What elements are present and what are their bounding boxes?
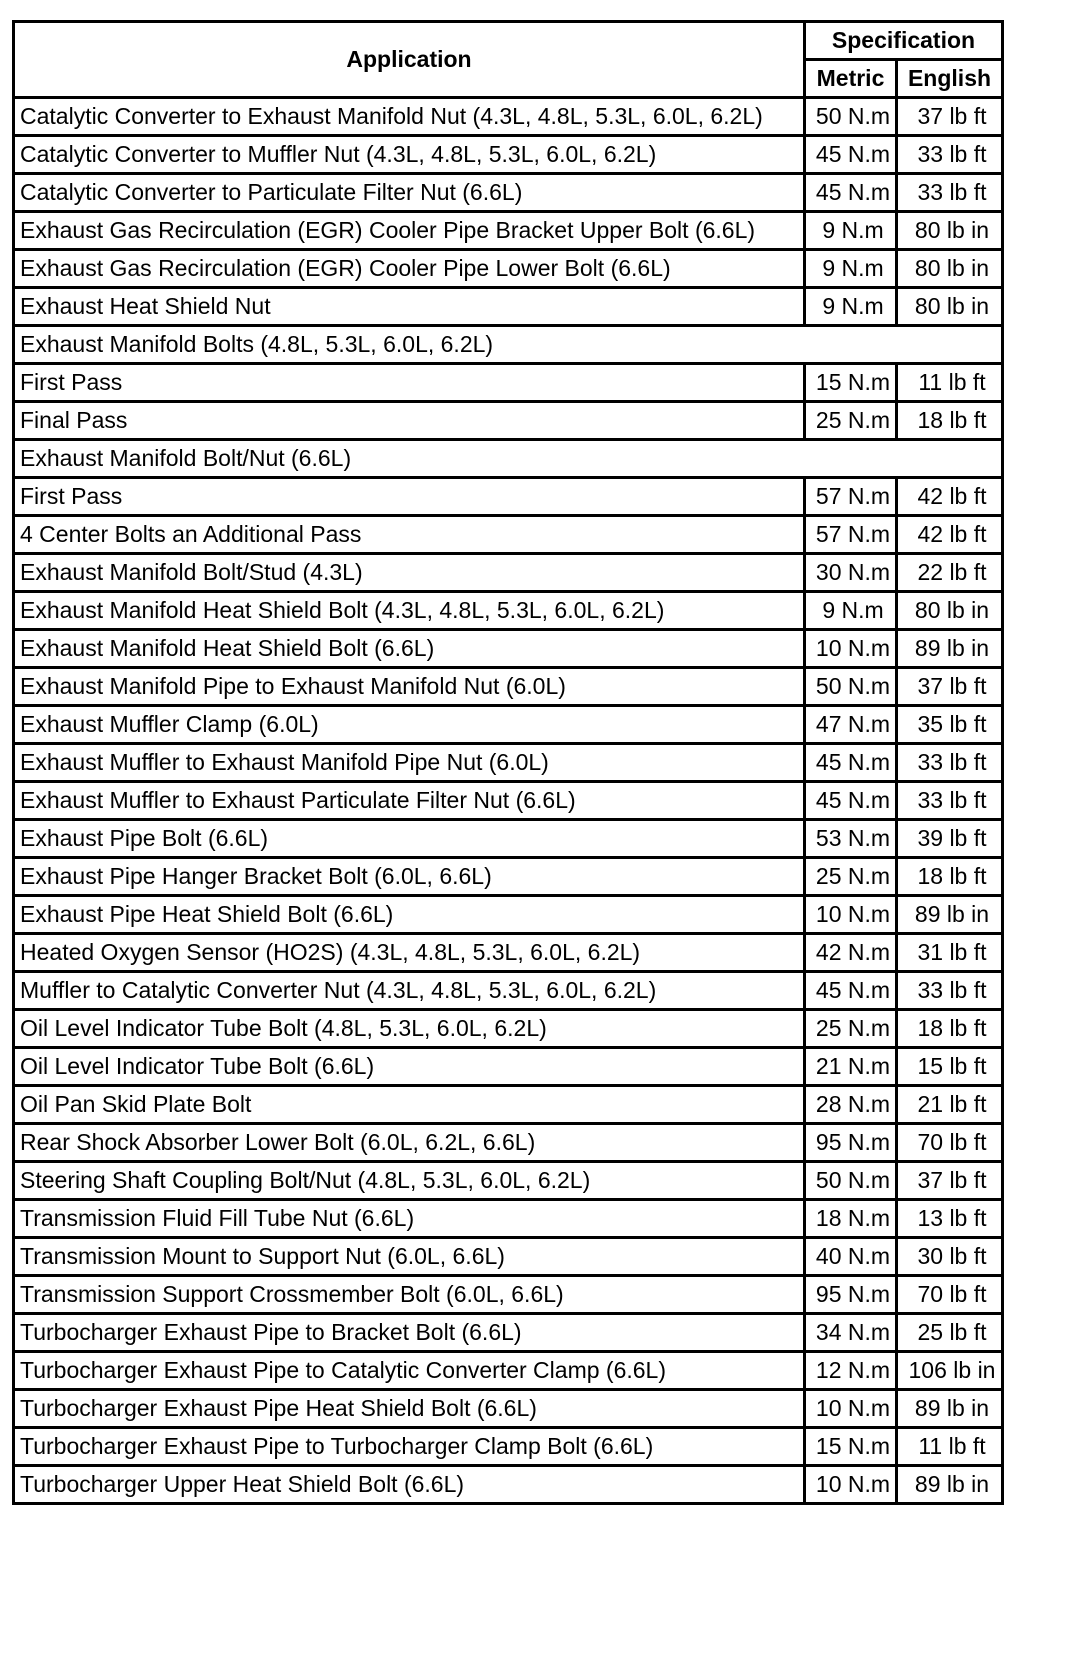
specification-header: Specification <box>805 22 1003 60</box>
metric-cell: 9 N.m <box>805 592 897 630</box>
table-row <box>14 478 1003 516</box>
english-cell: 39 lb ft <box>897 820 1003 858</box>
metric-cell: 30 N.m <box>805 554 897 592</box>
application-cell: Oil Level Indicator Tube Bolt (4.8L, 5.3L, 6.0L, 6.2L) <box>14 1010 805 1048</box>
metric-cell: 10 N.m <box>805 630 897 668</box>
english-cell: 18 lb ft <box>897 402 1003 440</box>
english-cell: 15 lb ft <box>897 1048 1003 1086</box>
table-row <box>14 782 1003 820</box>
english-cell: 70 lb ft <box>897 1276 1003 1314</box>
sub-application-cell: First Pass <box>14 478 805 516</box>
table-group-row <box>14 326 1003 364</box>
table-row <box>14 1390 1003 1428</box>
application-cell: Heated Oxygen Sensor (HO2S) (4.3L, 4.8L, 5.3L, 6.0L, 6.2L) <box>14 934 805 972</box>
table-row <box>14 668 1003 706</box>
english-cell: 89 lb in <box>897 1390 1003 1428</box>
metric-cell: 50 N.m <box>805 98 897 136</box>
metric-cell: 15 N.m <box>805 1428 897 1466</box>
application-cell: Exhaust Pipe Hanger Bracket Bolt (6.0L, 6.6L) <box>14 858 805 896</box>
english-cell: 37 lb ft <box>897 1162 1003 1200</box>
english-cell: 13 lb ft <box>897 1200 1003 1238</box>
application-cell: Turbocharger Exhaust Pipe to Catalytic Converter Clamp (6.6L) <box>14 1352 805 1390</box>
metric-cell: 10 N.m <box>805 1466 897 1504</box>
english-cell: 33 lb ft <box>897 136 1003 174</box>
english-cell: 18 lb ft <box>897 1010 1003 1048</box>
english-cell: 70 lb ft <box>897 1124 1003 1162</box>
table-row <box>14 250 1003 288</box>
metric-cell: 25 N.m <box>805 402 897 440</box>
application-cell: Exhaust Manifold Heat Shield Bolt (4.3L, 4.8L, 5.3L, 6.0L, 6.2L) <box>14 592 805 630</box>
english-cell: 37 lb ft <box>897 98 1003 136</box>
torque-spec-table <box>12 20 1004 1505</box>
metric-cell: 45 N.m <box>805 744 897 782</box>
metric-cell: 53 N.m <box>805 820 897 858</box>
table-row <box>14 592 1003 630</box>
metric-cell: 18 N.m <box>805 1200 897 1238</box>
english-cell: 22 lb ft <box>897 554 1003 592</box>
application-cell: Catalytic Converter to Exhaust Manifold Nut (4.3L, 4.8L, 5.3L, 6.0L, 6.2L) <box>14 98 805 136</box>
application-cell: Rear Shock Absorber Lower Bolt (6.0L, 6.2L, 6.6L) <box>14 1124 805 1162</box>
table-header <box>14 22 1003 98</box>
table-row <box>14 402 1003 440</box>
application-cell: Transmission Support Crossmember Bolt (6.0L, 6.6L) <box>14 1276 805 1314</box>
table-row <box>14 1466 1003 1504</box>
application-cell: Turbocharger Exhaust Pipe to Turbocharger Clamp Bolt (6.6L) <box>14 1428 805 1466</box>
english-cell: 35 lb ft <box>897 706 1003 744</box>
application-cell: Exhaust Manifold Bolt/Nut (6.6L) <box>14 440 1003 478</box>
english-cell: 11 lb ft <box>897 364 1003 402</box>
english-cell: 21 lb ft <box>897 1086 1003 1124</box>
metric-cell: 9 N.m <box>805 250 897 288</box>
english-cell: 106 lb in <box>897 1352 1003 1390</box>
table-row <box>14 1010 1003 1048</box>
metric-cell: 10 N.m <box>805 1390 897 1428</box>
table-row <box>14 364 1003 402</box>
table-row <box>14 1352 1003 1390</box>
metric-cell: 45 N.m <box>805 174 897 212</box>
metric-cell: 57 N.m <box>805 516 897 554</box>
metric-cell: 50 N.m <box>805 1162 897 1200</box>
table-row <box>14 136 1003 174</box>
metric-cell: 45 N.m <box>805 136 897 174</box>
application-header: Application <box>14 22 805 98</box>
table-row <box>14 934 1003 972</box>
table-row <box>14 212 1003 250</box>
application-cell: Exhaust Muffler to Exhaust Manifold Pipe Nut (6.0L) <box>14 744 805 782</box>
metric-cell: 12 N.m <box>805 1352 897 1390</box>
english-cell: 89 lb in <box>897 896 1003 934</box>
metric-cell: 15 N.m <box>805 364 897 402</box>
english-cell: 30 lb ft <box>897 1238 1003 1276</box>
application-cell: Exhaust Pipe Heat Shield Bolt (6.6L) <box>14 896 805 934</box>
application-cell: Exhaust Manifold Bolt/Stud (4.3L) <box>14 554 805 592</box>
english-cell: 25 lb ft <box>897 1314 1003 1352</box>
metric-cell: 25 N.m <box>805 1010 897 1048</box>
application-cell: Steering Shaft Coupling Bolt/Nut (4.8L, 5.3L, 6.0L, 6.2L) <box>14 1162 805 1200</box>
english-cell: 11 lb ft <box>897 1428 1003 1466</box>
application-cell: Oil Level Indicator Tube Bolt (6.6L) <box>14 1048 805 1086</box>
english-cell: 89 lb in <box>897 630 1003 668</box>
table-body <box>14 98 1003 1504</box>
table-row <box>14 1048 1003 1086</box>
table-row <box>14 706 1003 744</box>
metric-header: Metric <box>805 60 897 98</box>
metric-cell: 25 N.m <box>805 858 897 896</box>
table-row <box>14 1314 1003 1352</box>
table-row <box>14 820 1003 858</box>
application-cell: Turbocharger Exhaust Pipe Heat Shield Bolt (6.6L) <box>14 1390 805 1428</box>
torque-spec-table-container <box>12 20 1004 1505</box>
english-cell: 33 lb ft <box>897 744 1003 782</box>
table-row <box>14 972 1003 1010</box>
table-row <box>14 516 1003 554</box>
application-cell: Catalytic Converter to Particulate Filter Nut (6.6L) <box>14 174 805 212</box>
table-row <box>14 744 1003 782</box>
sub-application-cell: First Pass <box>14 364 805 402</box>
application-cell: Transmission Mount to Support Nut (6.0L, 6.6L) <box>14 1238 805 1276</box>
header-row-top <box>14 22 1003 60</box>
metric-cell: 40 N.m <box>805 1238 897 1276</box>
application-cell: Exhaust Muffler to Exhaust Particulate Filter Nut (6.6L) <box>14 782 805 820</box>
english-cell: 33 lb ft <box>897 782 1003 820</box>
metric-cell: 42 N.m <box>805 934 897 972</box>
table-row <box>14 630 1003 668</box>
table-row <box>14 554 1003 592</box>
table-row <box>14 1276 1003 1314</box>
application-cell: Exhaust Heat Shield Nut <box>14 288 805 326</box>
english-cell: 33 lb ft <box>897 972 1003 1010</box>
application-cell: Exhaust Manifold Pipe to Exhaust Manifold Nut (6.0L) <box>14 668 805 706</box>
metric-cell: 50 N.m <box>805 668 897 706</box>
application-cell: Exhaust Manifold Heat Shield Bolt (6.6L) <box>14 630 805 668</box>
application-cell: Exhaust Pipe Bolt (6.6L) <box>14 820 805 858</box>
table-row <box>14 1086 1003 1124</box>
english-cell: 42 lb ft <box>897 478 1003 516</box>
application-cell: Exhaust Manifold Bolts (4.8L, 5.3L, 6.0L, 6.2L) <box>14 326 1003 364</box>
metric-cell: 95 N.m <box>805 1276 897 1314</box>
table-row <box>14 1428 1003 1466</box>
metric-cell: 47 N.m <box>805 706 897 744</box>
metric-cell: 45 N.m <box>805 972 897 1010</box>
metric-cell: 9 N.m <box>805 212 897 250</box>
metric-cell: 57 N.m <box>805 478 897 516</box>
english-cell: 80 lb in <box>897 212 1003 250</box>
metric-cell: 21 N.m <box>805 1048 897 1086</box>
application-cell: Exhaust Gas Recirculation (EGR) Cooler Pipe Lower Bolt (6.6L) <box>14 250 805 288</box>
application-cell: Turbocharger Upper Heat Shield Bolt (6.6L) <box>14 1466 805 1504</box>
application-cell: Exhaust Muffler Clamp (6.0L) <box>14 706 805 744</box>
table-row <box>14 896 1003 934</box>
english-cell: 80 lb in <box>897 592 1003 630</box>
english-cell: 89 lb in <box>897 1466 1003 1504</box>
english-cell: 31 lb ft <box>897 934 1003 972</box>
english-header: English <box>897 60 1003 98</box>
english-cell: 80 lb in <box>897 288 1003 326</box>
metric-cell: 10 N.m <box>805 896 897 934</box>
metric-cell: 45 N.m <box>805 782 897 820</box>
table-row <box>14 1124 1003 1162</box>
metric-cell: 9 N.m <box>805 288 897 326</box>
table-row <box>14 1200 1003 1238</box>
sub-application-cell: Final Pass <box>14 402 805 440</box>
application-cell: Exhaust Gas Recirculation (EGR) Cooler Pipe Bracket Upper Bolt (6.6L) <box>14 212 805 250</box>
application-cell: Transmission Fluid Fill Tube Nut (6.6L) <box>14 1200 805 1238</box>
table-row <box>14 1238 1003 1276</box>
english-cell: 80 lb in <box>897 250 1003 288</box>
table-group-row <box>14 440 1003 478</box>
table-row <box>14 174 1003 212</box>
application-cell: Turbocharger Exhaust Pipe to Bracket Bolt (6.6L) <box>14 1314 805 1352</box>
metric-cell: 28 N.m <box>805 1086 897 1124</box>
application-cell: Catalytic Converter to Muffler Nut (4.3L, 4.8L, 5.3L, 6.0L, 6.2L) <box>14 136 805 174</box>
table-row <box>14 858 1003 896</box>
sub-application-cell: 4 Center Bolts an Additional Pass <box>14 516 805 554</box>
application-cell: Muffler to Catalytic Converter Nut (4.3L, 4.8L, 5.3L, 6.0L, 6.2L) <box>14 972 805 1010</box>
application-cell: Oil Pan Skid Plate Bolt <box>14 1086 805 1124</box>
english-cell: 37 lb ft <box>897 668 1003 706</box>
english-cell: 42 lb ft <box>897 516 1003 554</box>
english-cell: 18 lb ft <box>897 858 1003 896</box>
table-row <box>14 1162 1003 1200</box>
english-cell: 33 lb ft <box>897 174 1003 212</box>
table-row <box>14 288 1003 326</box>
metric-cell: 95 N.m <box>805 1124 897 1162</box>
metric-cell: 34 N.m <box>805 1314 897 1352</box>
table-row <box>14 98 1003 136</box>
